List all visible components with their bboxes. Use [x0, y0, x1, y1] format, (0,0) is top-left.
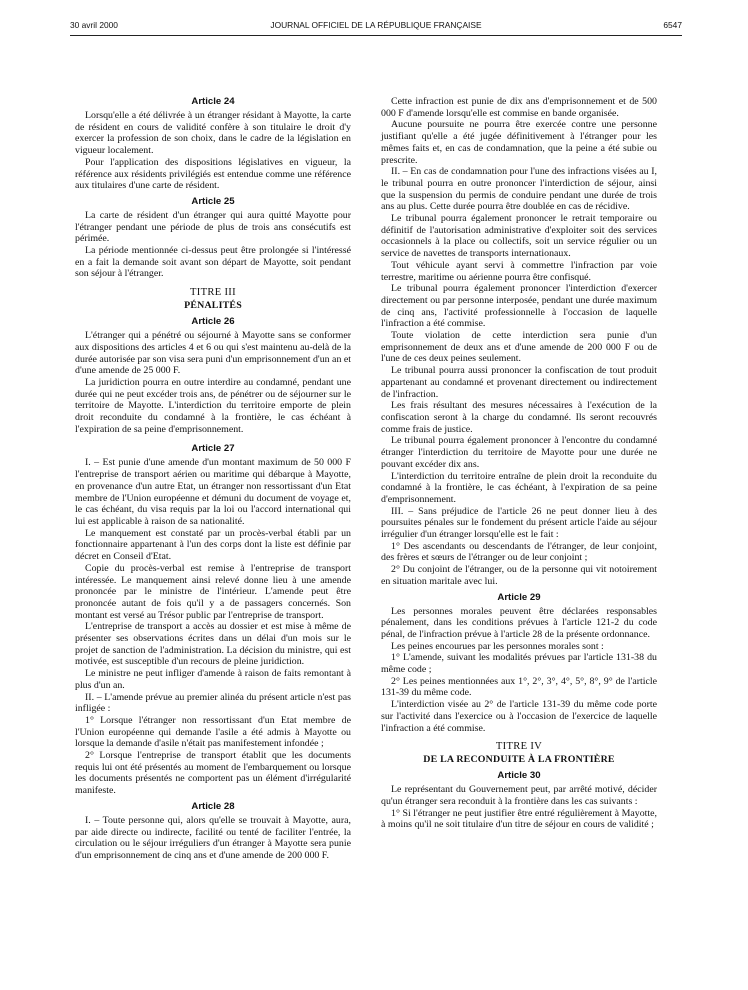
- paragraph: Le tribunal pourra aussi prononcer la confiscation de tout produit appartenant au condamné et provenant directement ou indirectement de l'infraction.: [381, 365, 657, 400]
- paragraph: 1° Des ascendants ou descendants de l'étranger, de leur conjoint, des frères et sœurs de l'étranger ou de leur conjoint ;: [381, 540, 657, 564]
- paragraph: Lorsqu'elle a été délivrée à un étranger résidant à Mayotte, la carte de résident en cours de validité confère à son titulaire le droit d'y exercer la profession de son choix, dans le cadre de la législation en vigueur localement.: [75, 110, 351, 157]
- article-heading: Article 24: [191, 96, 235, 107]
- header-rule: [70, 35, 682, 36]
- paragraph: 1° Si l'étranger ne peut justifier être entré régulièrement à Mayotte, à moins qu'il ne soit titulaire d'un titre de séjour en cours de validité ;: [381, 807, 657, 831]
- paragraph: 1° L'amende, suivant les modalités prévues par l'article 131-38 du même code ;: [381, 652, 657, 676]
- running-header: [70, 20, 682, 36]
- header-date: 30 avril 2000: [70, 20, 118, 30]
- left-column: [75, 96, 351, 862]
- paragraph: II. – L'amende prévue au premier alinéa du présent article n'est pas infligée :: [75, 691, 351, 715]
- paragraph: La période mentionnée ci-dessus peut être prolongée si l'intéressé en a fait la demande soit avant son départ de Mayotte, soit pendant son séjour à l'étranger.: [75, 245, 351, 280]
- paragraph: Le manquement est constaté par un procès-verbal établi par un fonctionnaire appartenant à l'un des corps dont la liste est définie par décret en Conseil d'Etat.: [75, 527, 351, 563]
- section-heading: PÉNALITÉS: [184, 300, 242, 312]
- article-heading: Article 28: [191, 800, 235, 812]
- paragraph: L'étranger qui a pénétré ou séjourné à Mayotte sans se conformer aux dispositions des articles 4 et 6 ou qui s'est maintenu au-delà de la durée autorisée par son visa sera puni d'un emprisonnement d'un an et d'une amende de 25 000 F.: [75, 330, 351, 377]
- paragraph: Aucune poursuite ne pourra être exercée contre une personne justifiant qu'elle a été jugée définitivement à l'étranger pour les mêmes faits et, en cas de condamnation, que la peine a été subie ou prescrite.: [381, 119, 657, 166]
- paragraph: La juridiction pourra en outre interdire au condamné, pendant une durée qui ne peut excéder trois ans, de pénétrer ou de séjourner sur le territoire de Mayotte. L'interdiction du territoire emporte de plein droit reconduite du condamné à la frontière, le cas échéant à l'expiration de sa peine d'emprisonnement.: [75, 376, 351, 435]
- article-heading: Article 29: [497, 591, 541, 603]
- paragraph: Le tribunal pourra également prononcer le retrait temporaire ou définitif de l'autorisation administrative d'exploiter soit des services occasionnels à la place ou collectifs, soit un service régulier ou un service de navettes de transports internationaux.: [381, 213, 657, 260]
- right-column: [381, 96, 657, 831]
- article-heading: Article 26: [191, 316, 235, 328]
- paragraph: La carte de résident d'un étranger qui aura quitté Mayotte pour l'étranger pendant une période de plus de trois ans consécutifs est périmée.: [75, 209, 351, 245]
- paragraph: 1° Lorsque l'étranger non ressortissant d'un Etat membre de l'Union européenne qui demande l'asile a été admis à Mayotte ou lorsque la demande d'asile n'était pas manifestement infondée ;: [75, 714, 351, 750]
- paragraph: 2° Les peines mentionnées aux 1°, 2°, 3°, 4°, 5°, 8°, 9° de l'article 131-39 du même code.: [381, 675, 657, 699]
- paragraph: Les personnes morales peuvent être déclarées responsables pénalement, dans les conditions prévues à l'article 121-2 du code pénal, de l'infraction prévue à l'article 28 de la présente ordonnance.: [381, 605, 657, 640]
- paragraph: Toute violation de cette interdiction sera punie d'un emprisonnement de deux ans et d'une amende de 200 000 F ou de l'une de ces deux peines seulement.: [381, 330, 657, 365]
- paragraph: Le tribunal pourra également prononcer à l'encontre du condamné étranger l'interdiction du territoire de Mayotte pour une durée ne pouvant excéder dix ans.: [381, 435, 657, 470]
- paragraph: II. – En cas de condamnation pour l'une des infractions visées au I, le tribunal pourra en outre prononcer l'interdiction de séjour, ainsi que la suspension du permis de conduire pendant une durée de trois ans au plus. Cette durée pourra être doublée en cas de récidive.: [381, 166, 657, 213]
- paragraph: L'interdiction visée au 2° de l'article 131-39 du même code porte sur l'activité dans l'exercice ou à l'occasion de l'exercice de laquelle l'infraction a été commise.: [381, 699, 657, 734]
- paragraph: Pour l'application des dispositions législatives en vigueur, la référence aux résidents privilégiés est entendue comme une référence aux titulaires d'une carte de résident.: [75, 156, 351, 192]
- paragraph: Le ministre ne peut infliger d'amende à raison de faits remontant à plus d'un an.: [75, 668, 351, 691]
- paragraph: I. – Toute personne qui, alors qu'elle se trouvait à Mayotte, aura, par aide directe ou indirecte, facilité ou tenté de faciliter l'entrée, la circulation ou le séjour irréguliers d'un étranger à Mayotte sera punie d'un emprisonnement de cinq ans et d'une amende de 200 000 F.: [75, 814, 351, 861]
- section-heading: DE LA RECONDUITE À LA FRONTIÈRE: [423, 754, 615, 766]
- paragraph: Le tribunal pourra également prononcer l'interdiction d'exercer directement ou par personne interposée, pendant une durée maximum de cinq ans, l'activité professionnelle à l'occasion de laquelle l'infraction a été commise.: [381, 283, 657, 330]
- article-heading: Article 25: [191, 195, 235, 207]
- article-heading: Article 30: [497, 770, 541, 782]
- titre-heading: TITRE IV: [495, 741, 543, 753]
- paragraph: Le représentant du Gouvernement peut, par arrêté motivé, décider qu'un étranger sera reconduit à la frontière dans les cas suivants :: [381, 784, 657, 807]
- paragraph: 2° Lorsque l'entreprise de transport établit que les documents requis lui ont été présentés au moment de l'embarquement ou lorsque les documents présentés ne comportent pas un élément d'irrégularité manifeste.: [75, 750, 351, 797]
- paragraph: Cette infraction est punie de dix ans d'emprisonnement et de 500 000 F d'amende lorsqu'elle est commise en bande organisée.: [381, 96, 657, 119]
- paragraph: III. – Sans préjudice de l'article 26 ne peut donner lieu à des poursuites pénales sur le fondement du présent article l'aide au séjour irrégulier d'un étranger lorsqu'elle est le fait :: [381, 505, 657, 541]
- paragraph: I. – Est punie d'une amende d'un montant maximum de 50 000 F l'entreprise de transport aérien ou maritime qui débarque à Mayotte, en provenance d'un autre Etat, un étranger non ressortissant d'un Etat membre de l'Union européenne et démuni du document de voyage et, le cas échéant, du visa requis par la loi ou l'accord international qui lui est applicable à raison de sa nationalité.: [75, 457, 351, 527]
- paragraph: Les frais résultant des mesures nécessaires à l'exécution de la confiscation seront à la charge du condamné. Ils seront recouvrés comme frais de justice.: [381, 400, 657, 435]
- paragraph: L'entreprise de transport a accès au dossier et est mise à même de présenter ses observations écrites dans un délai d'un mois sur le projet de sanction de l'administration. La décision du ministre, qui est motivée, est susceptible d'un recours de pleine juridiction.: [75, 621, 351, 668]
- paragraph: Les peines encourues par les personnes morales sont :: [391, 640, 604, 652]
- paragraph: Copie du procès-verbal est remise à l'entreprise de transport intéressée. Le manquement ainsi relevé donne lieu à une amende prononcée par le ministre de l'intérieur. L'amende peut être prononcée autant de fois qu'il y a de passagers concernés. Son montant est versé au Trésor public par l'entreprise de transport.: [75, 562, 351, 621]
- paragraph: Tout véhicule ayant servi à commettre l'infraction par voie terrestre, maritime ou aérienne pourra être confisqué.: [381, 259, 657, 283]
- paragraph: L'interdiction du territoire entraîne de plein droit la reconduite du condamné à la frontière, le cas échéant, à l'expiration de sa peine d'emprisonnement.: [381, 470, 657, 505]
- header-page-number: 6547: [663, 20, 682, 30]
- article-heading: Article 27: [191, 443, 235, 455]
- paragraph: 2° Du conjoint de l'étranger, ou de la personne qui vit notoirement en situation maritale avec lui.: [381, 564, 657, 587]
- titre-heading: TITRE III: [190, 287, 236, 299]
- header-journal-title: JOURNAL OFFICIEL DE LA RÉPUBLIQUE FRANÇAISE: [270, 20, 482, 30]
